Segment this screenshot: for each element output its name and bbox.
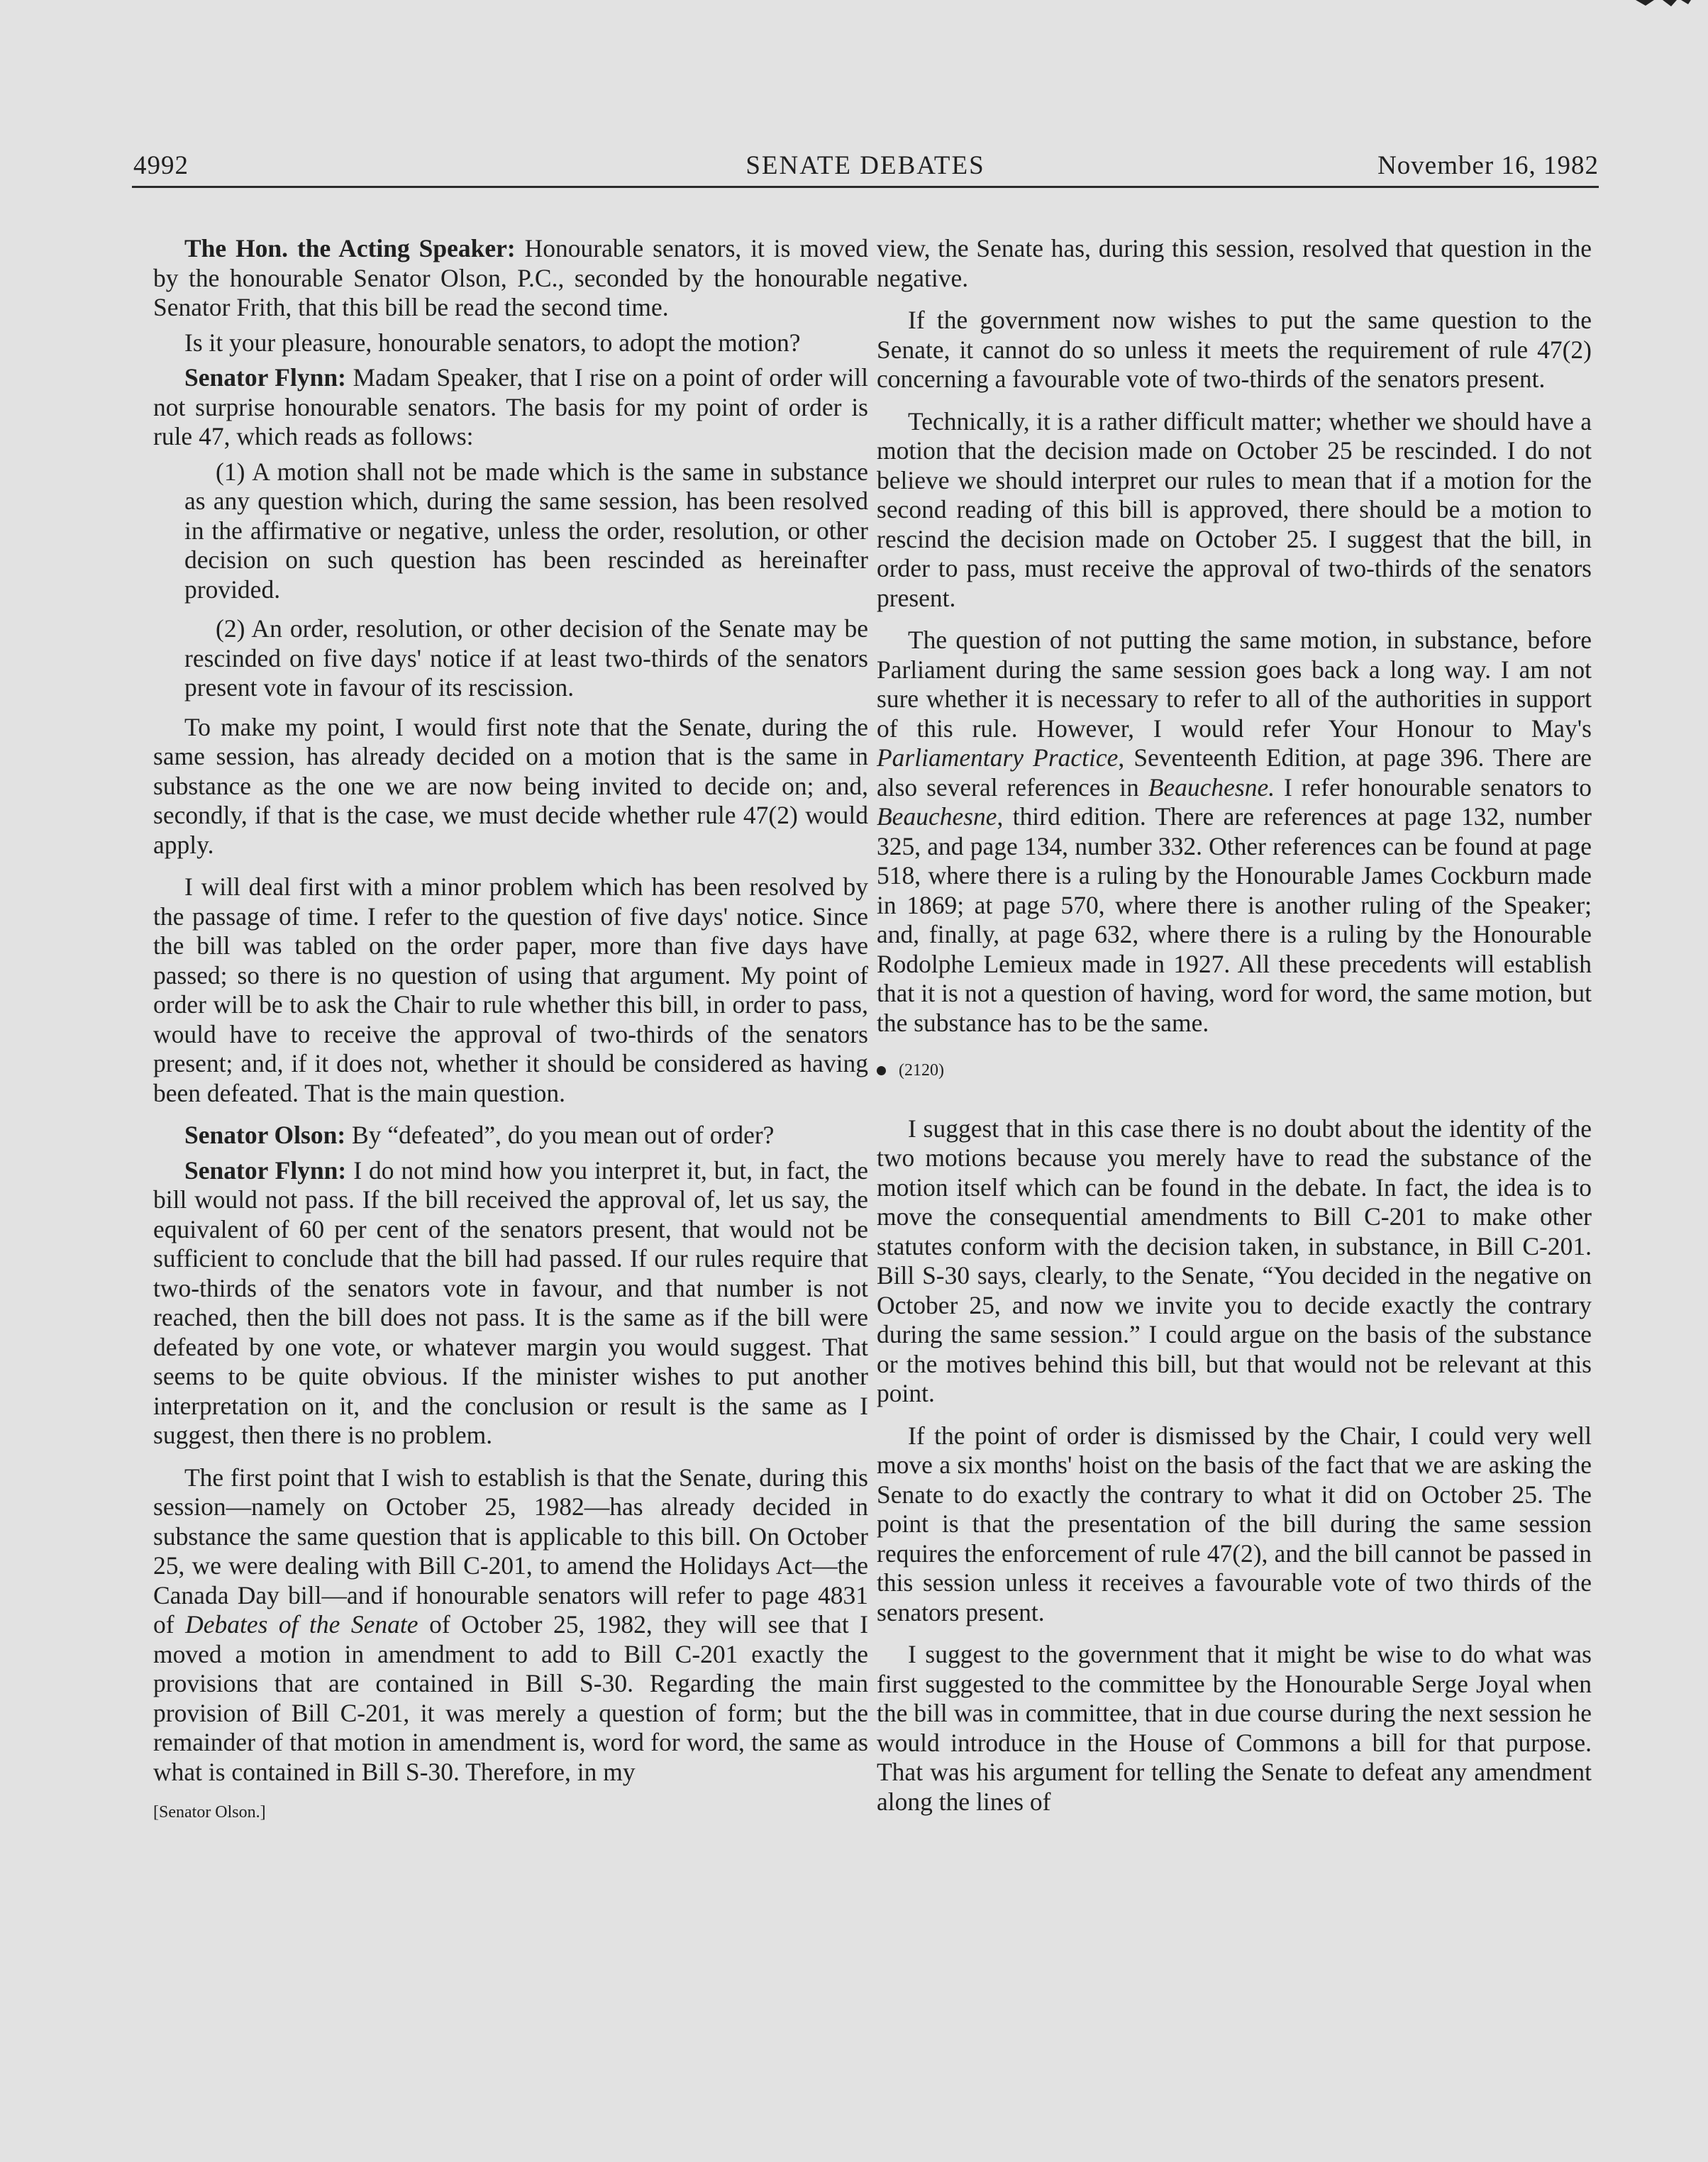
bullet-icon (877, 1066, 886, 1075)
left-column (153, 234, 868, 1828)
paragraph: Senator Olson: By “defeated”, do you mean out of order? (184, 1121, 775, 1149)
paragraph: Senator Flynn: I do not mind how you interpret it, but, in fact, the bill would not pass. If the bill received the approval of, let us say, the equivalent of 60 per cent of the senators present, that would not be sufficient to conclude that the bill had passed. If our rules require that two-thirds of the senators vote in favour, and that number is not reached, then the bill does not pass. It is the same as if the bill were defeated by one vote, or whatever margin you would suggest. That seems to be quite obvious. If the minister wishes to put another interpretation on it, and the conclusion or result is the same as I suggest, then there is no problem. (153, 1155, 868, 1449)
publication-title: SENATE DEBATES (745, 151, 985, 180)
speaker-name: The Hon. the Acting Speaker: (184, 234, 516, 262)
paragraph: Technically, it is a rather difficult matter; whether we should have a motion that the decision made on October 25 be rescinded. I do not believe we should interpret our rules to mean that if a motion for the second reading of this bill is approved, there should be a motion to rescind the decision made on October 25. I suggest that the bill, in order to pass, must receive the approval of two-thirds of the senators present. (877, 406, 1592, 612)
paragraph: view, the Senate has, during this session, resolved that question in the negative. (877, 234, 1592, 292)
paragraph: If the government now wishes to put the same question to the Senate, it cannot do so unless it meets the requirement of rule 47(2) concerning a favourable vote of two-thirds of the senators present. (877, 306, 1592, 393)
speaker-name: Senator Flynn: (184, 363, 346, 392)
right-column (877, 234, 1592, 1829)
paragraph: If the point of order is dismissed by the Chair, I could very well move a six months' hoist on the basis of the fact that we are asking the Senate to do exactly the contrary to what it did on October 25. The point is that the presentation of the bill during the same session requires the enforcement of rule 47(2), and the bill cannot be passed in this session unless it receives a favourable vote of two thirds of the senators present. (877, 1421, 1592, 1626)
citation: Parliamentary Practice (877, 743, 1119, 772)
publication-date: November 16, 1982 (1377, 151, 1599, 180)
footnote: [Senator Olson.] (153, 1803, 266, 1822)
paragraph: The question of not putting the same motion, in substance, before Parliament during the same session goes back a long way. I am not sure whether it is necessary to refer to all of the authorities in support of this rule. However, I would refer Your Honour to May's Parliamentary Practice, Seventeenth Edition, at page 396. There are also several references in Beauchesne. I refer honourable senators to Beauchesne, third edition. There are references at page 132, number 325, and page 134, number 332. Other references can be found at page 518, where there is a ruling by the Honourable James Cockburn made in 1869; at page 570, where there is another ruling of the Speaker; and, finally, at page 632, where there is a ruling by the Honourable Rodolphe Lemieux made in 1927. All these precedents will establish that it is not a question of having, word for word, the same motion, but the substance has to be the same. (877, 626, 1592, 1037)
page-number: 4992 (133, 151, 189, 180)
paragraph: Is it your pleasure, honourable senators, to adopt the motion? (184, 328, 801, 357)
timestamp: (2120) (877, 1056, 1592, 1086)
paragraph: The Hon. the Acting Speaker: Honourable senators, it is moved by the honourable Senator Olson, P.C., seconded by the honourable Senator Frith, that this bill be read the second time. (153, 234, 868, 321)
paragraph: I suggest to the government that it might be wise to do what was first suggested to the committee by the Honourable Serge Joyal when the bill was in committee, that in due course during the next session he would introduce in the House of Commons a bill for that purpose. That was his argument for telling the Senate to defeat any amendment along the lines of (877, 1640, 1592, 1816)
paragraph: The first point that I wish to establish is that the Senate, during this session—namely on October 25, 1982—has already decided in substance the same question that is applicable to this bill. On October 25, we were dealing with Bill C-201, to amend the Holidays Act—the Canada Day bill—and if honourable senators will refer to page 4831 of Debates of the Senate of October 25, 1982, they will see that I moved a motion in amendment to add to Bill C-201 exactly the provisions that are contained in Bill S-30. Regarding the main provision of Bill C-201, it was merely a question of form; but the remainder of that motion in amendment is, word for word, the same as what is contained in Bill S-30. Therefore, in my (153, 1463, 869, 1786)
rule-quote: (1) A motion shall not be made which is the same in substance as any question which, during the same session, has been resolved in the affirmative or negative, unless the order, resolution, or other decision on such question has been rescinded as hereinafter provided. (184, 457, 868, 604)
paragraph: To make my point, I would first note that the Senate, during the same session, has already decided on a motion that is the same in substance as the one we are now being invited to decide on; and, secondly, if that is the case, we must decide whether rule 47(2) would apply. (153, 712, 868, 859)
corner-mark-icon (1621, 0, 1692, 10)
paragraph: Senator Flynn: Madam Speaker, that I rise on a point of order will not surprise honourable senators. The basis for my point of order is rule 47, which reads as follows: (153, 363, 868, 450)
paragraph: I suggest that in this case there is no doubt about the identity of the two motions because you merely have to read the substance of the motion itself which can be found in the debate. In fact, the idea is to move the consequential amendments to Bill C-201 to make other statutes conform with the decision taken, in substance, in Bill C-201. Bill S-30 says, clearly, to the Senate, “You decided in the negative on October 25, and now we invite you to decide exactly the contrary during the same session.” I could argue on the basis of the substance or the motives behind this bill, but that would not be relevant at this point. (877, 1114, 1592, 1407)
citation: Debates of the Senate (185, 1610, 418, 1639)
speaker-name: Senator Olson: (184, 1121, 346, 1149)
page-header (132, 149, 1599, 188)
speaker-name: Senator Flynn: (184, 1155, 347, 1185)
citation: Beauchesne. (1148, 772, 1275, 802)
citation: Beauchesne (877, 802, 997, 831)
paragraph: I will deal first with a minor problem which has been resolved by the passage of time. I refer to the question of five days' notice. Since the bill was tabled on the order paper, more than five days have passed; so there is no question of using that argument. My point of order will be to ask the Chair to rule whether this bill, in order to pass, would have to receive the approval of two-thirds of the senators present; and, if it does not, whether it should be considered as having been defeated. That is the main question. (153, 872, 868, 1107)
rule-quote: (2) An order, resolution, or other decision of the Senate may be rescinded on five days' notice if at least two-thirds of the senators present vote in favour of its rescission. (184, 614, 868, 702)
